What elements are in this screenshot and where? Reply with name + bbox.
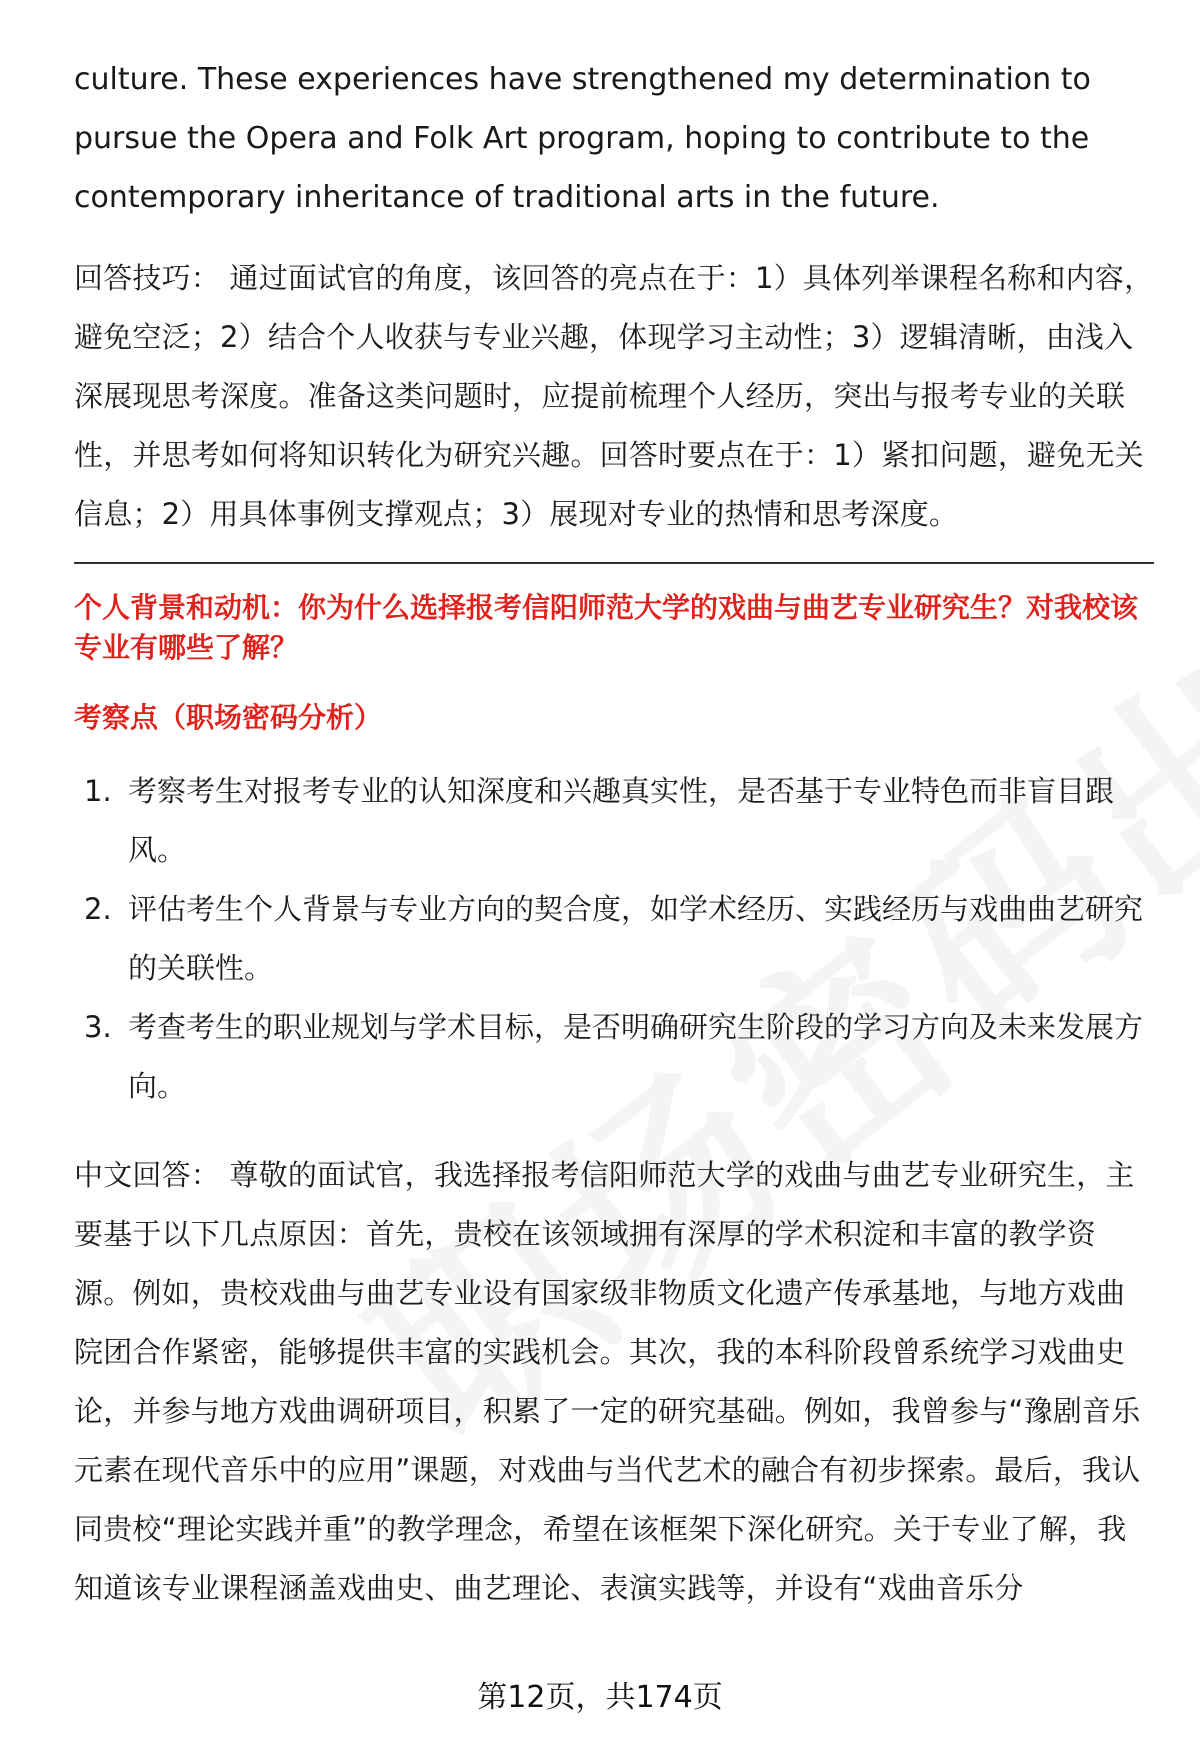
list-item xyxy=(74,762,1154,880)
tips-label: 回答技巧： xyxy=(74,261,221,295)
tips-paragraph xyxy=(74,249,1154,544)
answer-label: 中文回答： xyxy=(74,1158,221,1192)
question-heading: 个人背景和动机：你为什么选择报考信阳师范大学的戏曲与曲艺专业研究生？对我校该专业有哪些了解？ xyxy=(74,591,1139,664)
page-footer: 第12页，共174页 xyxy=(477,1680,723,1715)
document-page xyxy=(74,50,1154,1618)
list-item-number: 2. xyxy=(84,892,112,926)
list-item-number: 3. xyxy=(84,1010,112,1044)
answer-paragraph xyxy=(74,1146,1154,1618)
list-item-text: 评估考生个人背景与专业方向的契合度，如学术经历、实践经历与戏曲曲艺研究的关联性。 xyxy=(128,892,1144,985)
focus-points-list xyxy=(74,762,1154,1116)
section-divider xyxy=(74,562,1154,564)
focus-heading: 考察点（职场密码分析） xyxy=(74,701,383,734)
list-item xyxy=(74,998,1154,1116)
answer-text: 尊敬的面试官，我选择报考信阳师范大学的戏曲与曲艺专业研究生，主要基于以下几点原因：首先，贵校在该领域拥有深厚的学术积淀和丰富的教学资源。例如，贵校戏曲与曲艺专业设有国家级非物质文化遗产传承基地，与地方戏曲院团合作紧密，能够提供丰富的实践机会。其次，我的本科阶段曾系统学习戏曲史论，并参与地方戏曲调研项目，积累了一定的研究基础。例如，我曾参与“豫剧音乐元素在现代音乐中的应用”课题，对戏曲与当代艺术的融合有初步探索。最后，我认同贵校“理论实践并重”的教学理念，希望在该框架下深化研究。关于专业了解，我知道该专业课程涵盖戏曲史、曲艺理论、表演实践等，并设有“戏曲音乐分 xyxy=(74,1158,1141,1605)
list-item-number: 1. xyxy=(84,774,112,808)
intro-english-paragraph: culture. These experiences have strengthened my determination to pursue the Opera and Folk Art program, hoping to contribute to the contemporary inheritance of traditional arts in the future. xyxy=(74,62,1091,215)
list-item xyxy=(74,880,1154,998)
list-item-text: 考察考生对报考专业的认知深度和兴趣真实性，是否基于专业特色而非盲目跟风。 xyxy=(128,774,1115,867)
tips-text: 通过面试官的角度，该回答的亮点在于：1）具体列举课程名称和内容，避免空泛；2）结合个人收获与专业兴趣，体现学习主动性；3）逻辑清晰，由浅入深展现思考深度。准备这类问题时，应提前梳理个人经历，突出与报考专业的关联性，并思考如何将知识转化为研究兴趣。回答时要点在于：1）紧扣问题，避免无关信息；2）用具体事例支撑观点；3）展现对专业的热情和思考深度。 xyxy=(74,261,1154,531)
list-item-text: 考查考生的职业规划与学术目标，是否明确研究生阶段的学习方向及未来发展方向。 xyxy=(128,1010,1144,1103)
